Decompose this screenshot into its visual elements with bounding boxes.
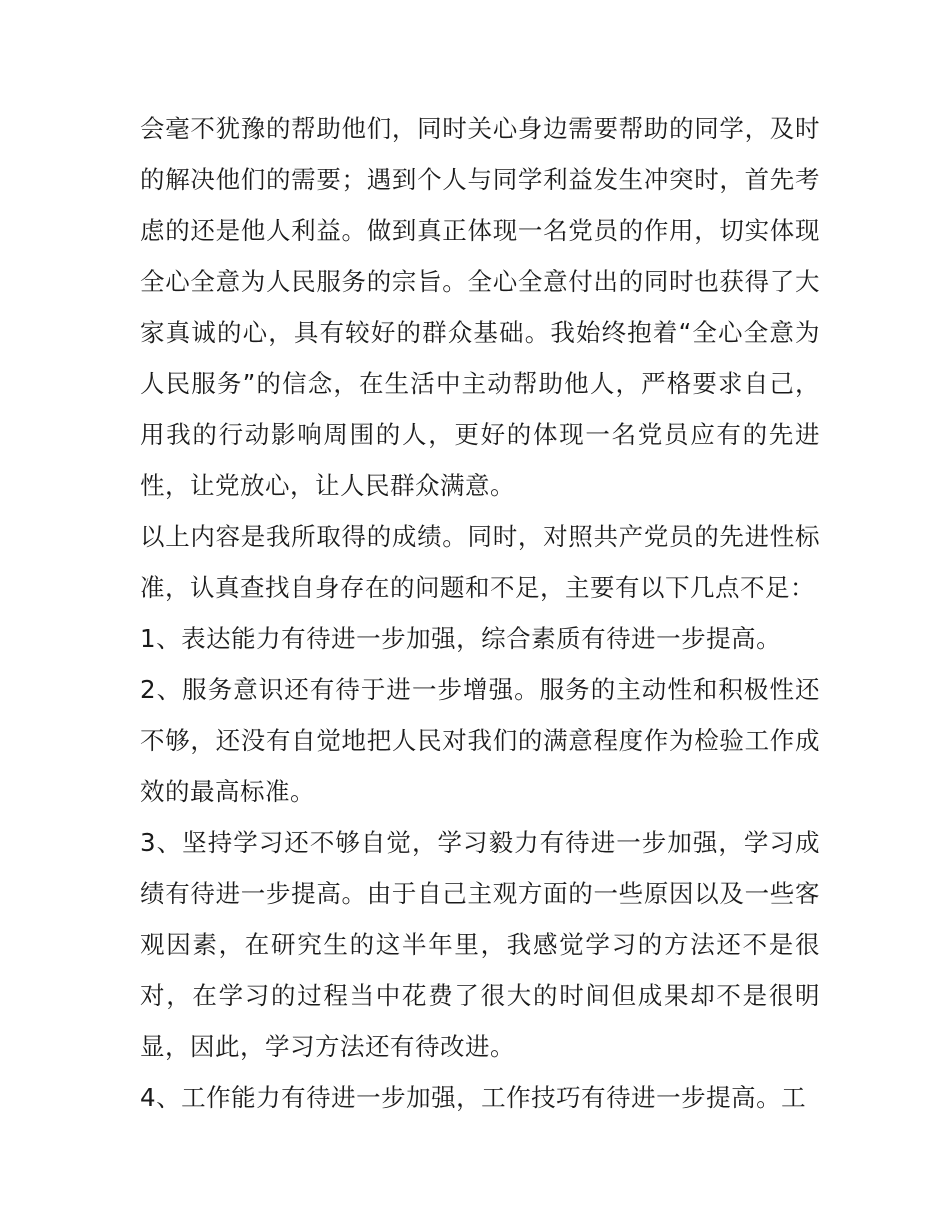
paragraph-shortcoming-4: 4、工作能力有待进一步加强，工作技巧有待进一步提高。工 [140, 1083, 807, 1112]
document-body [140, 103, 820, 1123]
paragraph-service-spirit: 会毫不犹豫的帮助他们，同时关心身边需要帮助的同学，及时的解决他们的需要；遇到个人与同学利益发生冲突时，首先考虑的还是他人利益。做到真正体现一名党员的作用，切实体现全心全意为人民服务的宗旨。全心全意付出的同时也获得了大家真诚的心，具有较好的群众基础。我始终抱着“全心全意为人民服务”的信念，在生活中主动帮助他人，严格要求自己，用我的行动影响周围的人，更好的体现一名党员应有的先进性，让党放心，让人民群众满意。 [140, 114, 820, 500]
paragraph-shortcoming-2: 2、服务意识还有待于进一步增强。服务的主动性和积极性还不够，还没有自觉地把人民对我们的满意程度作为检验工作成效的最高标准。 [140, 675, 820, 806]
paragraph-shortcoming-1: 1、表达能力有待进一步加强，综合素质有待进一步提高。 [140, 624, 782, 653]
paragraph-achievements-summary: 以上内容是我所取得的成绩。同时，对照共产党员的先进性标准，认真查找自身存在的问题和不足，主要有以下几点不足： [140, 522, 820, 602]
paragraph-shortcoming-3: 3、坚持学习还不够自觉，学习毅力有待进一步加强，学习成绩有待进一步提高。由于自己主观方面的一些原因以及一些客观因素，在研究生的这半年里，我感觉学习的方法还不是很对，在学习的过程当中花费了很大的时间但成果却不是很明显，因此，学习方法还有待改进。 [140, 828, 820, 1061]
